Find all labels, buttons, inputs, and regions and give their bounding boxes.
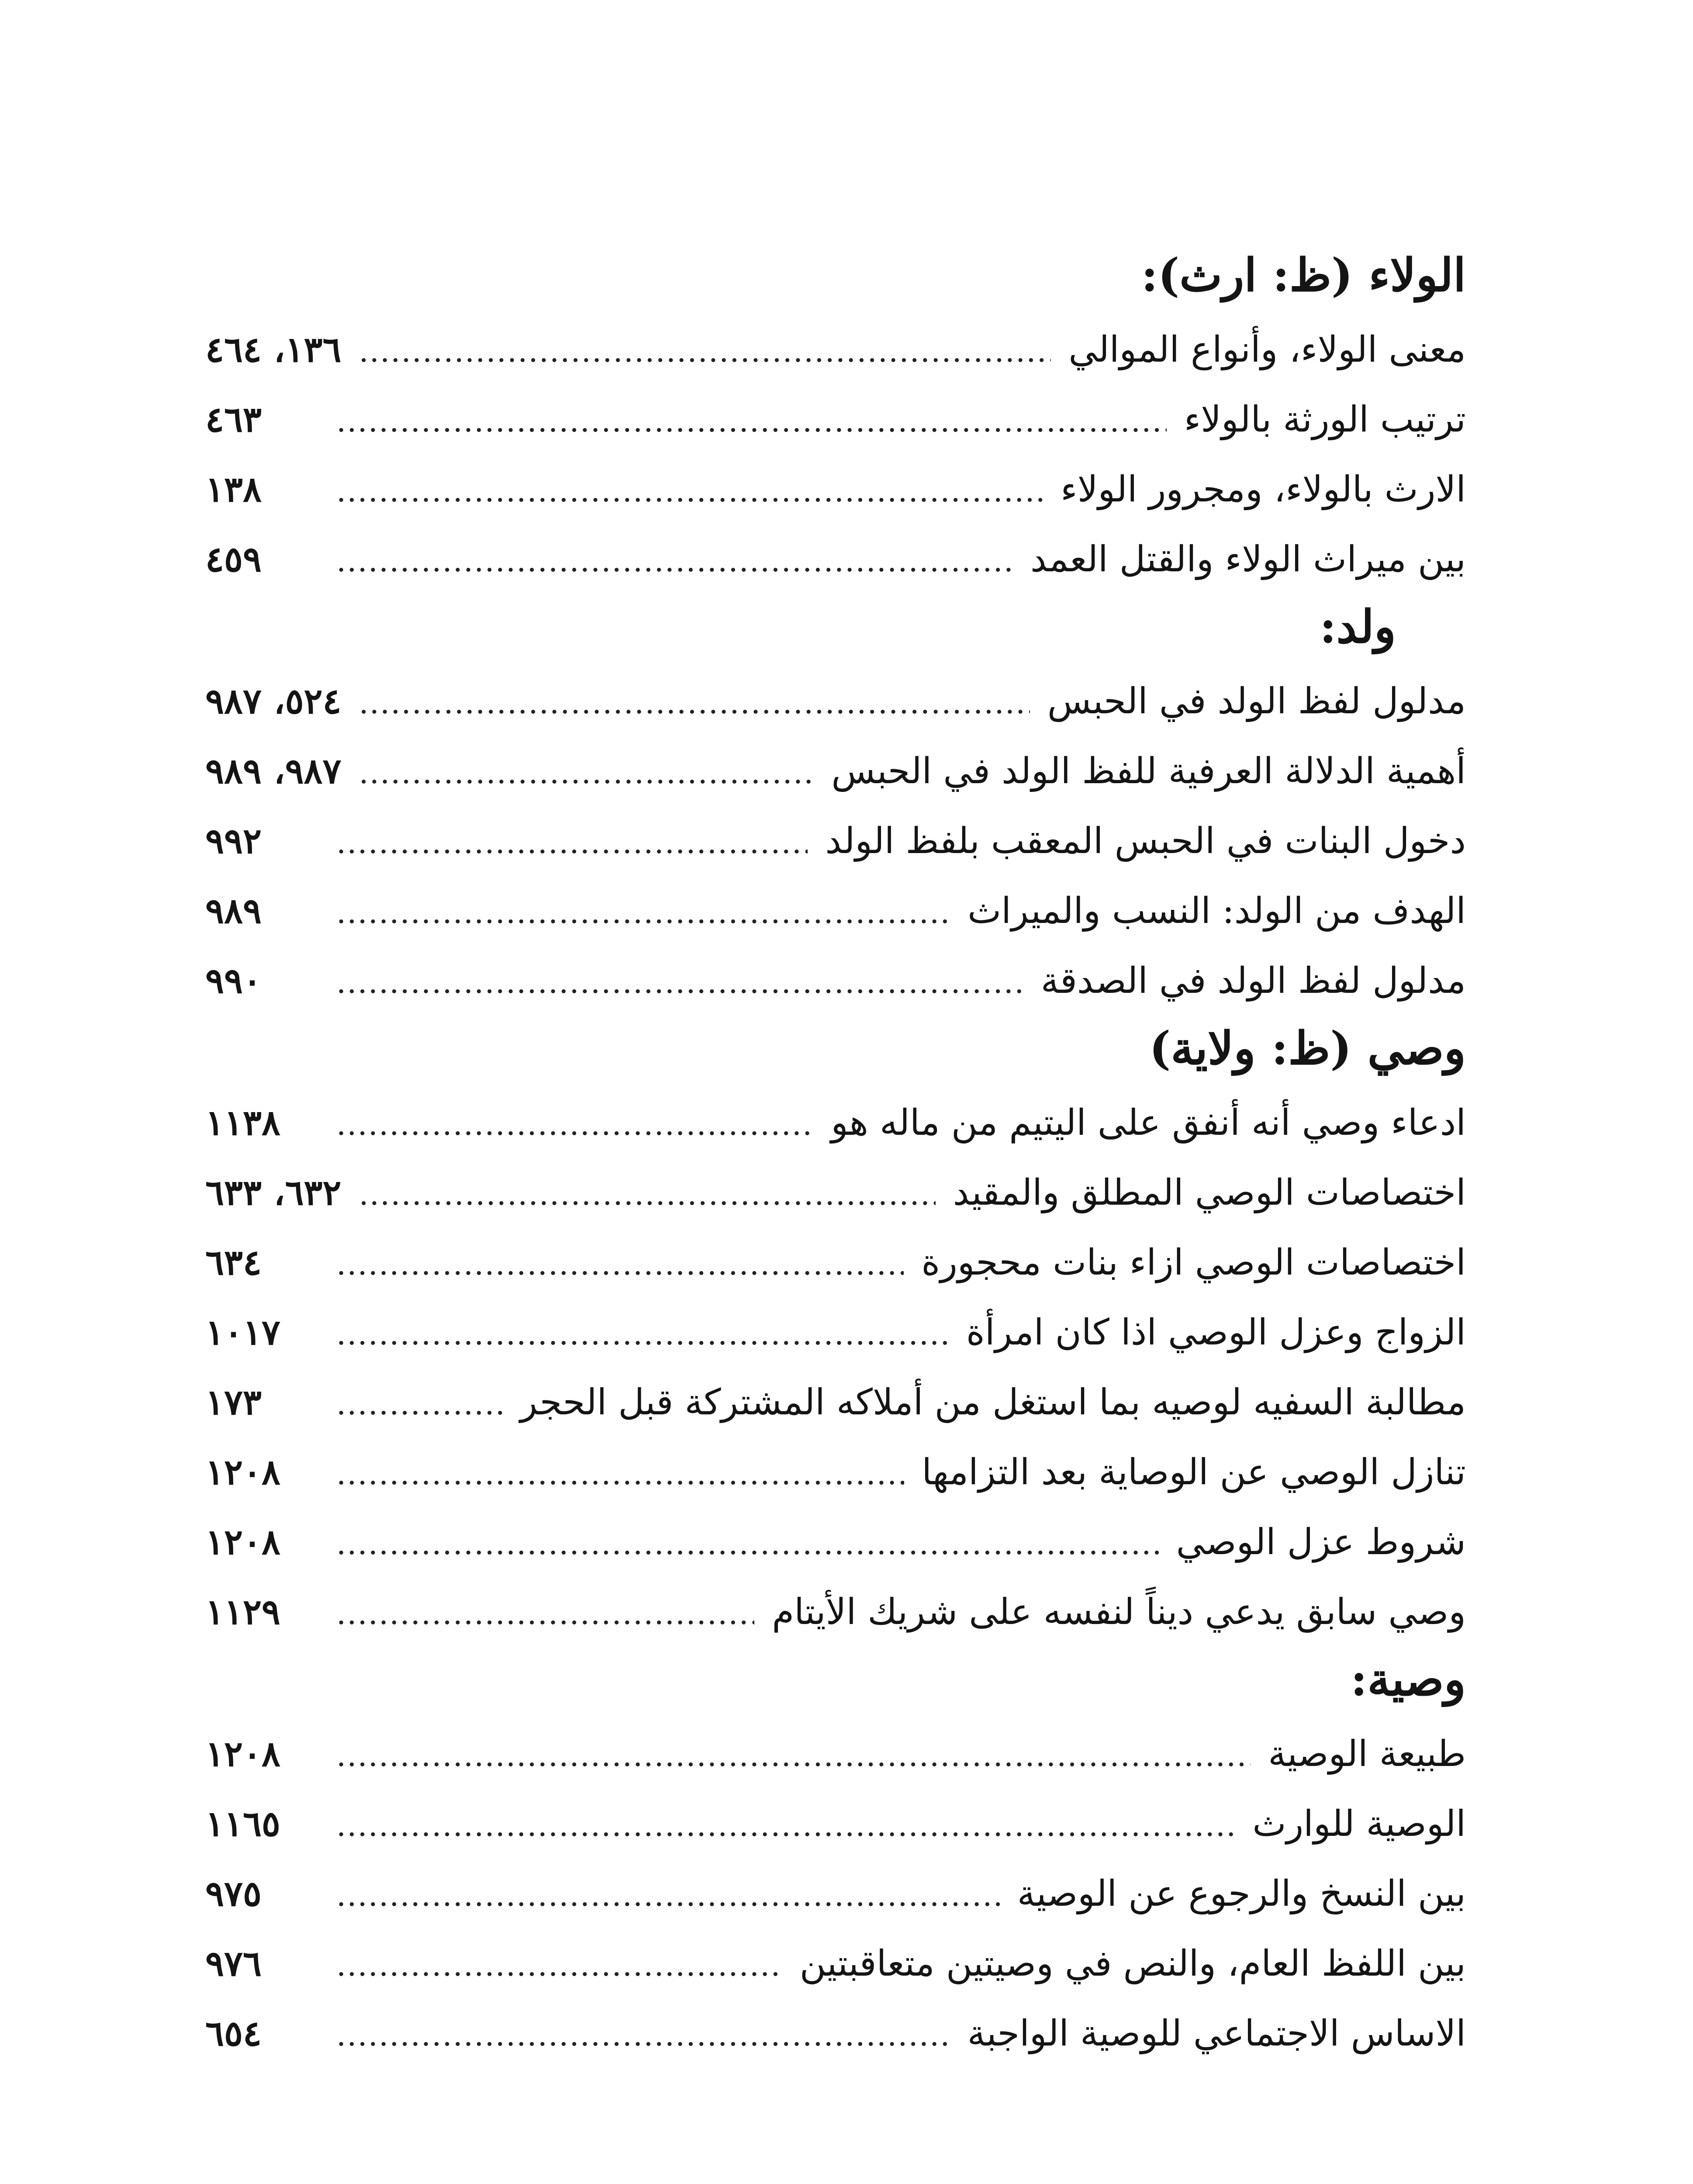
index-entry	[205, 1791, 1466, 1861]
section-heading: ولد:	[1320, 600, 1396, 653]
entry-title: طبيعة الوصية	[1268, 1733, 1466, 1775]
index-entry	[205, 1369, 1466, 1439]
entry-title: الهدف من الولد: النسب والميراث	[967, 890, 1466, 932]
entry-pages: ٤٥٩	[205, 539, 262, 580]
entry-pages: ١١٣٨	[205, 1102, 280, 1143]
entry-title: مطالبة السفيه لوصيه بما استغل من أملاكه المشتركة قبل الحجر	[520, 1382, 1466, 1423]
entry-pages: ٤٦٣	[205, 399, 262, 440]
index-entry	[205, 808, 1466, 878]
entry-pages: ٩٧٥	[205, 1873, 262, 1914]
dot-leader	[359, 740, 814, 805]
dot-leader	[359, 1161, 935, 1227]
entry-pages: ١١٦٥	[205, 1803, 280, 1844]
entry-pages: ١٢٠٨	[205, 1521, 280, 1562]
entry-title: ترتيب الورثة بالولاء	[1184, 399, 1466, 440]
entry-title: بين النسخ والرجوع عن الوصية	[1017, 1873, 1466, 1914]
entry-pages: ١٣٦، ٤٦٤	[205, 329, 342, 370]
dot-leader	[336, 880, 950, 945]
dot-leader	[336, 388, 1167, 454]
entry-title: ادعاء وصي أنه أنفق على اليتيم من ماله هو	[831, 1102, 1466, 1144]
entry-pages: ١٠١٧	[205, 1312, 280, 1353]
dot-leader	[336, 950, 1023, 1015]
dot-leader	[336, 1863, 1000, 1928]
entry-pages: ٦٣٢، ٦٣٣	[205, 1172, 342, 1213]
entry-title: اختصاصات الوصي ازاء بنات محجورة	[921, 1242, 1466, 1283]
entry-pages: ١٢٠٨	[205, 1451, 280, 1493]
index-entry	[205, 1230, 1466, 1299]
index-entry	[205, 1509, 1466, 1579]
section-heading: وصية:	[1350, 1652, 1466, 1706]
entry-title: الوصية للوارث	[1252, 1803, 1466, 1845]
dot-leader	[336, 1581, 754, 1646]
dot-leader	[336, 1793, 1235, 1858]
index-entry	[205, 1931, 1466, 2001]
dot-leader	[336, 528, 1013, 594]
dot-leader	[336, 1301, 949, 1367]
entry-pages: ٩٧٦	[205, 1943, 262, 1984]
index-entry	[205, 668, 1466, 738]
entry-title: تنازل الوصي عن الوصاية بعد التزامها	[922, 1451, 1466, 1493]
index-entry	[205, 1090, 1466, 1160]
entry-pages: ٥٢٤، ٩٨٧	[205, 681, 342, 722]
entry-title: شروط عزل الوصي	[1176, 1521, 1466, 1563]
entry-pages: ٦٣٤	[205, 1242, 262, 1283]
entry-title: الاساس الاجتماعي للوصية الواجبة	[967, 2013, 1466, 2054]
index-section-wasi	[205, 1018, 1466, 1649]
entry-pages: ١٣٨	[205, 469, 262, 510]
entry-title: بين ميراث الولاء والقتل العمد	[1030, 539, 1466, 580]
index-content	[205, 245, 1466, 2070]
index-entry	[205, 387, 1466, 456]
index-entry	[205, 1160, 1466, 1230]
entry-title: مدلول لفظ الولد في الصدقة	[1040, 960, 1466, 1002]
dot-leader	[336, 1723, 1251, 1788]
entry-title: بين اللفظ العام، والنص في وصيتين متعاقبتين	[799, 1943, 1466, 1984]
entry-pages: ٩٨٧، ٩٨٩	[205, 750, 342, 791]
index-entry	[205, 456, 1466, 526]
section-heading: الولاء (ظ: ارث):	[1141, 248, 1466, 302]
entry-title: أهمية الدلالة العرفية للفظ الولد في الحبس	[831, 750, 1466, 792]
index-entry	[205, 1299, 1466, 1369]
index-entry	[205, 1721, 1466, 1791]
dot-leader	[336, 1932, 782, 1998]
entry-pages: ١١٢٩	[205, 1591, 280, 1632]
section-heading: وصي (ظ: ولاية)	[1149, 1021, 1466, 1075]
index-entry	[205, 1579, 1466, 1649]
index-entry	[205, 2001, 1466, 2070]
index-entry	[205, 317, 1466, 387]
dot-leader	[336, 1441, 904, 1507]
entry-pages: ١٢٠٨	[205, 1733, 280, 1774]
entry-title: اختصاصات الوصي المطلق والمقيد	[953, 1172, 1466, 1213]
dot-leader	[359, 670, 1030, 736]
index-section-wala	[205, 245, 1466, 596]
dot-leader	[336, 458, 1043, 524]
entry-pages: ٩٨٩	[205, 890, 262, 931]
entry-pages: ١٧٣	[205, 1382, 262, 1423]
dot-leader	[359, 318, 1051, 384]
index-entry	[205, 878, 1466, 948]
dot-leader	[336, 810, 808, 875]
index-entry	[205, 526, 1466, 596]
index-entry	[205, 1861, 1466, 1931]
dot-leader	[336, 1231, 904, 1297]
entry-pages: ٩٩٢	[205, 820, 262, 861]
entry-title: وصي سابق يدعي ديناً لنفسه على شريك الأيتام	[772, 1591, 1466, 1633]
dot-leader	[336, 1511, 1159, 1576]
entry-title: دخول البنات في الحبس المعقب بلفظ الولد	[825, 820, 1466, 862]
index-section-walad	[205, 596, 1466, 1018]
entry-title: مدلول لفظ الولد في الحبس	[1047, 681, 1466, 722]
entry-title: الزواج وعزل الوصي اذا كان امرأة	[966, 1312, 1466, 1353]
dot-leader	[336, 2002, 950, 2068]
index-entry	[205, 738, 1466, 808]
dot-leader	[336, 1092, 813, 1157]
entry-pages: ٦٥٤	[205, 2013, 262, 2054]
index-section-wasiyya	[205, 1649, 1466, 2070]
dot-leader	[336, 1371, 502, 1437]
index-entry	[205, 1439, 1466, 1509]
index-entry	[205, 948, 1466, 1018]
entry-title: الارث بالولاء، ومجرور الولاء	[1061, 469, 1466, 510]
entry-title: معنى الولاء، وأنواع الموالي	[1068, 329, 1466, 370]
entry-pages: ٩٩٠	[205, 960, 262, 1001]
